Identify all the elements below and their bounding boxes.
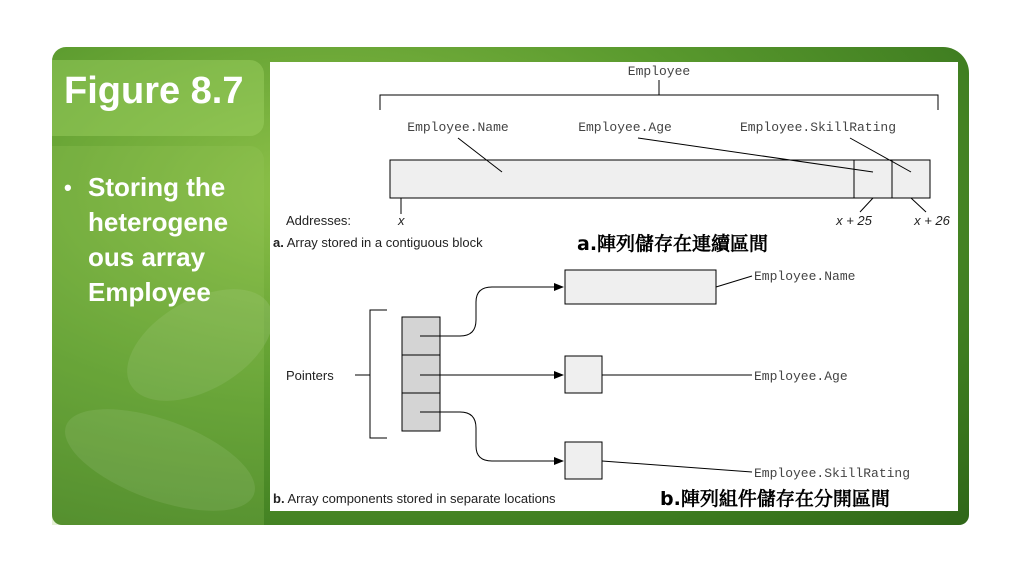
caption-a xyxy=(273,235,483,250)
diagram-panel xyxy=(270,62,958,511)
leader-b-name xyxy=(716,276,752,287)
caption-b-cjk: b.陣列組件儲存在分開區間 xyxy=(660,488,890,510)
caption-b-bold: b. xyxy=(273,491,285,506)
caption-a-bold: a. xyxy=(273,235,284,250)
age-separate-box xyxy=(565,356,602,393)
address-x: x xyxy=(398,213,405,228)
separate-label-skill: Employee.SkillRating xyxy=(754,466,911,481)
separate-label-name: Employee.Name xyxy=(754,269,856,284)
field-label-age: Employee.Age xyxy=(578,120,672,135)
caption-a-text: Array stored in a contiguous block xyxy=(286,235,483,250)
pointer-arrow-name xyxy=(420,287,563,336)
pointer-cell-2 xyxy=(402,355,440,393)
field-label-skill: Employee.SkillRating xyxy=(739,120,897,135)
separate-label-age: Employee.Age xyxy=(754,369,848,384)
employee-label: Employee xyxy=(627,64,691,79)
caption-a-cjk: a.陣列儲存在連續區間 xyxy=(577,233,769,255)
name-block xyxy=(390,160,854,198)
bullet-dot-icon: • xyxy=(64,175,72,200)
pointers-bracket xyxy=(355,310,387,438)
skill-block xyxy=(892,160,930,198)
tick-x26 xyxy=(911,198,926,212)
diagram-svg xyxy=(270,62,958,511)
slide-title: Figure 8.7 xyxy=(64,70,244,112)
leader-b-skill xyxy=(602,461,752,472)
bullet-text: Storing the heterogene ous array Employee xyxy=(88,172,229,307)
tick-x25 xyxy=(860,198,873,212)
addresses-label: Addresses: xyxy=(286,213,352,228)
age-block xyxy=(854,160,892,198)
pointer-arrow-skill xyxy=(420,412,563,461)
address-x26: x + 26 xyxy=(914,213,950,228)
pointers-label: Pointers xyxy=(286,368,334,383)
top-bracket xyxy=(380,80,938,110)
caption-b-text: Array components stored in separate locations xyxy=(287,491,556,506)
caption-b xyxy=(273,491,556,506)
field-label-name: Employee.Name xyxy=(407,120,509,135)
address-x25: x + 25 xyxy=(836,213,872,228)
skill-separate-box xyxy=(565,442,602,479)
name-separate-box xyxy=(565,270,716,304)
